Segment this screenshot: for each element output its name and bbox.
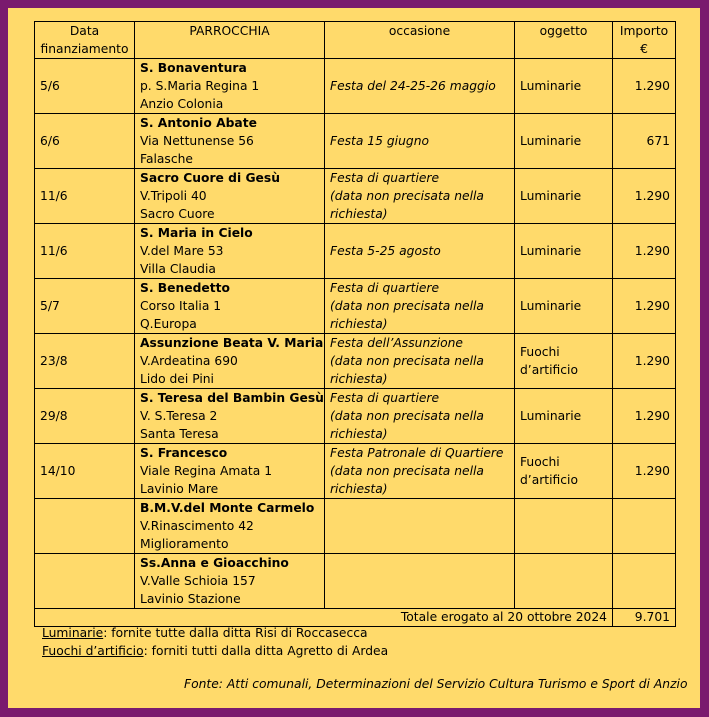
table-row <box>35 224 676 279</box>
occasion-cell <box>325 59 515 114</box>
parish-name: Ss.Anna e Gioacchino <box>140 556 289 570</box>
parish-cell <box>135 224 325 279</box>
parish-cell <box>135 554 325 609</box>
note-fuochi: Fuochi d’artificio: forniti tutti dalla ditta Agretto di Ardea <box>42 644 389 658</box>
parish-address: V.Tripoli 40 <box>140 189 207 203</box>
object-line: Luminarie <box>520 189 582 203</box>
notes <box>42 624 388 660</box>
parish-name: Assunzione Beata V. Maria <box>140 336 324 350</box>
date-cell: 29/8 <box>35 389 135 444</box>
occasion-line: (data non precisata nella <box>330 409 484 423</box>
table-row <box>35 444 676 499</box>
parish-address: Q.Europa <box>140 317 197 331</box>
table-row <box>35 114 676 169</box>
amount-cell: 1.290 <box>613 334 676 389</box>
parish-name: B.M.V.del Monte Carmelo <box>140 501 315 515</box>
occasion-line: richiesta) <box>330 317 388 331</box>
table-row <box>35 499 676 554</box>
amount-cell: 1.290 <box>613 59 676 114</box>
total-label: Totale erogato al 20 ottobre 2024 <box>35 609 613 627</box>
parish-cell <box>135 334 325 389</box>
parish-address: Villa Claudia <box>140 262 216 276</box>
object-line: Luminarie <box>520 244 582 258</box>
header-parrocchia: PARROCCHIA <box>135 22 325 59</box>
date-cell: 11/6 <box>35 224 135 279</box>
occasion-line: richiesta) <box>330 372 388 386</box>
object-line: d’artificio <box>520 363 578 377</box>
amount-cell: 671 <box>613 114 676 169</box>
occasion-line: (data non precisata nella <box>330 189 484 203</box>
object-cell <box>515 114 613 169</box>
header-importo: Importo € <box>613 22 676 59</box>
occasion-line: Festa del 24-25-26 maggio <box>330 79 496 93</box>
object-line: Fuochi <box>520 455 560 469</box>
amount-cell <box>613 554 676 609</box>
occasion-cell <box>325 224 515 279</box>
occasion-line: (data non precisata nella <box>330 464 484 478</box>
parish-address: V.Valle Schioia 157 <box>140 574 256 588</box>
parish-name: S. Francesco <box>140 446 228 460</box>
table-row <box>35 334 676 389</box>
occasion-cell <box>325 279 515 334</box>
parish-address: V.del Mare 53 <box>140 244 224 258</box>
table-row <box>35 554 676 609</box>
header-occasione: occasione <box>325 22 515 59</box>
object-cell <box>515 59 613 114</box>
occasion-cell <box>325 334 515 389</box>
date-cell: 14/10 <box>35 444 135 499</box>
occasion-line: Festa di quartiere <box>330 171 440 185</box>
object-line: Luminarie <box>520 299 582 313</box>
object-cell <box>515 444 613 499</box>
occasion-cell <box>325 499 515 554</box>
parish-name: S. Antonio Abate <box>140 116 257 130</box>
object-cell <box>515 334 613 389</box>
header-oggetto: oggetto <box>515 22 613 59</box>
date-cell <box>35 554 135 609</box>
occasion-cell <box>325 114 515 169</box>
amount-cell: 1.290 <box>613 279 676 334</box>
occasion-line: Festa Patronale di Quartiere <box>330 446 504 460</box>
object-cell <box>515 499 613 554</box>
occasion-cell <box>325 444 515 499</box>
parish-name: S. Bonaventura <box>140 61 247 75</box>
occasion-line: (data non precisata nella <box>330 354 484 368</box>
parish-name: S. Benedetto <box>140 281 230 295</box>
object-line: Luminarie <box>520 79 582 93</box>
header-row <box>35 22 676 59</box>
source-note: Fonte: Atti comunali, Determinazioni del Servizio Cultura Turismo e Sport di Anzio <box>184 677 688 691</box>
table-row <box>35 59 676 114</box>
object-cell <box>515 389 613 444</box>
date-cell: 5/7 <box>35 279 135 334</box>
occasion-line: Festa 15 giugno <box>330 134 430 148</box>
amount-cell: 1.290 <box>613 444 676 499</box>
occasion-cell <box>325 389 515 444</box>
parish-address: Santa Teresa <box>140 427 219 441</box>
parish-cell <box>135 499 325 554</box>
amount-cell: 1.290 <box>613 224 676 279</box>
parish-cell <box>135 59 325 114</box>
parish-name: S. Teresa del Bambin Gesù <box>140 391 324 405</box>
occasion-line: Festa di quartiere <box>330 391 440 405</box>
parish-address: V.Rinascimento 42 <box>140 519 254 533</box>
object-line: Luminarie <box>520 409 582 423</box>
parish-address: Via Nettunense 56 <box>140 134 254 148</box>
header-data: Data finanziamento <box>35 22 135 59</box>
parish-name: Sacro Cuore di Gesù <box>140 171 280 185</box>
parish-cell <box>135 169 325 224</box>
parish-cell <box>135 279 325 334</box>
parish-address: V.Ardeatina 690 <box>140 354 238 368</box>
object-line: d’artificio <box>520 473 578 487</box>
parish-address: Miglioramento <box>140 537 229 551</box>
occasion-line: richiesta) <box>330 482 388 496</box>
parish-address: V. S.Teresa 2 <box>140 409 218 423</box>
note-luminarie: Luminarie: fornite tutte dalla ditta Risi di Roccasecca <box>42 626 368 640</box>
parish-address: Lavinio Stazione <box>140 592 241 606</box>
parish-cell <box>135 444 325 499</box>
table-row <box>35 279 676 334</box>
object-line: Fuochi <box>520 345 560 359</box>
date-cell: 6/6 <box>35 114 135 169</box>
parish-address: p. S.Maria Regina 1 <box>140 79 260 93</box>
parish-cell <box>135 114 325 169</box>
total-value: 9.701 <box>613 609 676 627</box>
date-cell: 23/8 <box>35 334 135 389</box>
parish-address: Lavinio Mare <box>140 482 219 496</box>
parish-address: Falasche <box>140 152 193 166</box>
object-cell <box>515 279 613 334</box>
object-line: Luminarie <box>520 134 582 148</box>
occasion-cell <box>325 554 515 609</box>
date-cell: 5/6 <box>35 59 135 114</box>
document-frame <box>8 8 700 708</box>
date-cell: 11/6 <box>35 169 135 224</box>
parish-address: Corso Italia 1 <box>140 299 222 313</box>
parish-address: Viale Regina Amata 1 <box>140 464 273 478</box>
occasion-line: Festa di quartiere <box>330 281 440 295</box>
table-row <box>35 389 676 444</box>
parish-cell <box>135 389 325 444</box>
object-cell <box>515 554 613 609</box>
occasion-line: Festa dell’Assunzione <box>330 336 463 350</box>
occasion-line: richiesta) <box>330 207 388 221</box>
object-cell <box>515 224 613 279</box>
date-cell <box>35 499 135 554</box>
funding-table <box>34 21 676 627</box>
occasion-line: (data non precisata nella <box>330 299 484 313</box>
amount-cell: 1.290 <box>613 389 676 444</box>
parish-address: Lido dei Pini <box>140 372 214 386</box>
parish-name: S. Maria in Cielo <box>140 226 253 240</box>
occasion-line: Festa 5-25 agosto <box>330 244 441 258</box>
table-row <box>35 169 676 224</box>
object-cell <box>515 169 613 224</box>
parish-address: Anzio Colonia <box>140 97 224 111</box>
parish-address: Sacro Cuore <box>140 207 215 221</box>
occasion-line: richiesta) <box>330 427 388 441</box>
amount-cell: 1.290 <box>613 169 676 224</box>
occasion-cell <box>325 169 515 224</box>
amount-cell <box>613 499 676 554</box>
